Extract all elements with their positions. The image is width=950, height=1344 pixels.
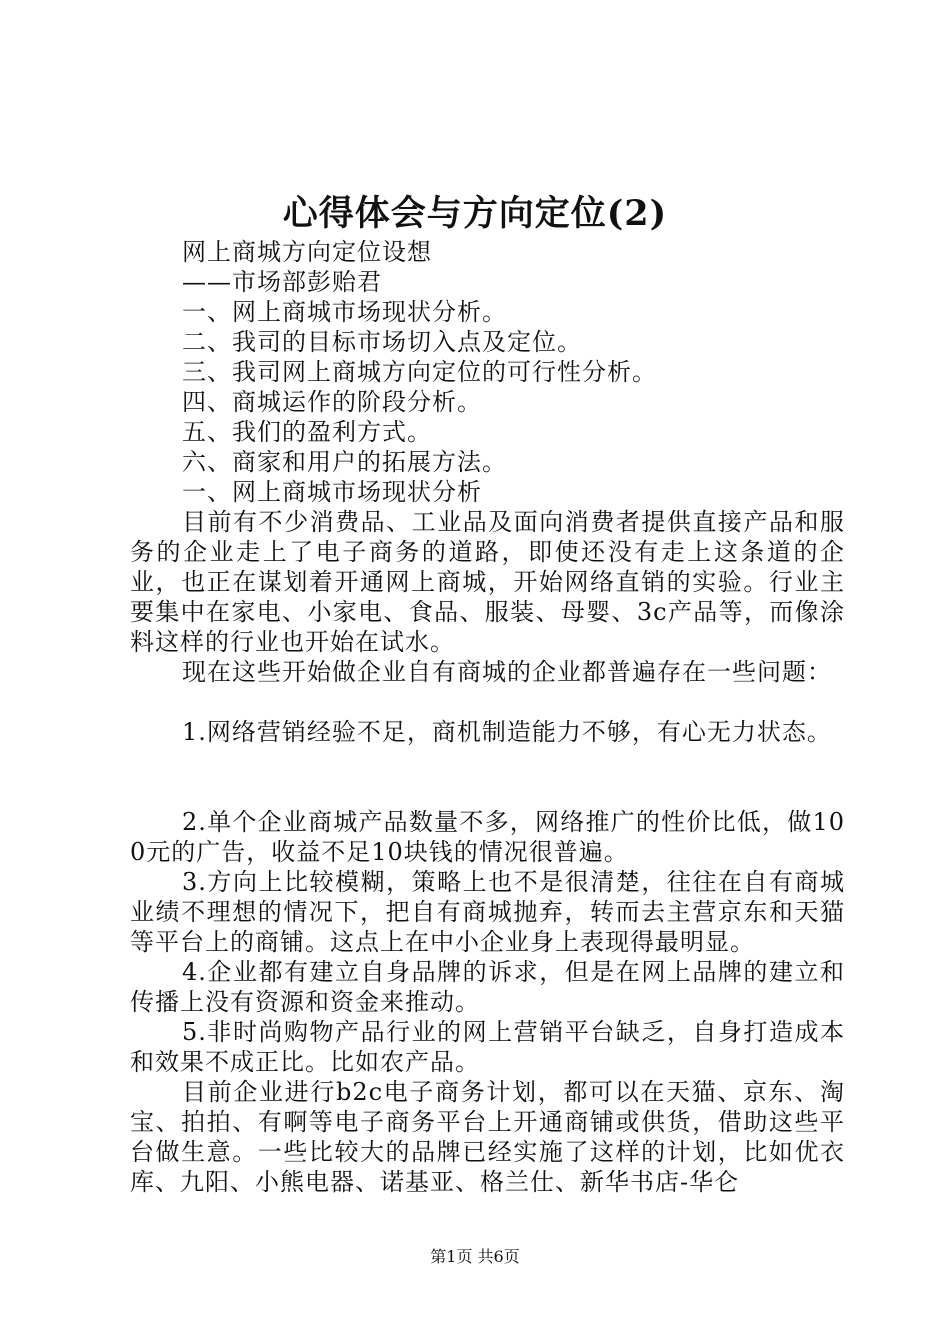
section-heading: 一、网上商城市场现状分析 bbox=[182, 478, 482, 506]
list-item: 3.方向上比较模糊，策略上也不是很清楚，往往在自有商城业绩不理想的情况下，把自有商城抛弃，转而去主营京东和天猫等平台上的商铺。这点上在中小企业身上表现得最明显。 bbox=[130, 868, 845, 956]
list-item: 1.网络营销经验不足，商机制造能力不够，有心无力状态。 bbox=[182, 718, 832, 746]
document-title: 心得体会与方向定位(2) bbox=[282, 193, 668, 234]
document-body bbox=[130, 237, 845, 1197]
body-paragraph: 目前有不少消费品、工业品及面向消费者提供直接产品和服务的企业走上了电子商务的道路，即使还没有走上这条道的企业，也正在谋划着开通网上商城，开始网络直销的实验。行业主要集中在家电、小家电、食品、服装、母婴、3c产品等，而像涂料这样的行业也开始在试水。 bbox=[130, 508, 845, 656]
page-footer: 第1页 共6页 bbox=[430, 1247, 520, 1266]
outline-line: 四、商城运作的阶段分析。 bbox=[182, 388, 482, 416]
outline-line: 三、我司网上商城方向定位的可行性分析。 bbox=[182, 358, 657, 386]
list-item: 4.企业都有建立自身品牌的诉求，但是在网上品牌的建立和传播上没有资源和资金来推动。 bbox=[130, 958, 845, 1016]
list-item: 5.非时尚购物产品行业的网上营销平台缺乏，自身打造成本和效果不成正比。比如农产品。 bbox=[130, 1018, 845, 1076]
spacer bbox=[130, 777, 845, 807]
spacer bbox=[130, 687, 845, 717]
outline-line: ——市场部彭贻君 bbox=[182, 268, 382, 296]
body-paragraph: 现在这些开始做企业自有商城的企业都普遍存在一些问题： bbox=[182, 658, 832, 686]
outline-line: 网上商城方向定位设想 bbox=[182, 238, 432, 266]
body-paragraph: 目前企业进行b2c电子商务计划，都可以在天猫、京东、淘宝、拍拍、有啊等电子商务平台上开通商铺或供货，借助这些平台做生意。一些比较大的品牌已经实施了这样的计划，比如优衣库、九阳、小熊电器、诺基亚、格兰仕、新华书店-华仑 bbox=[130, 1078, 845, 1196]
outline-line: 二、我司的目标市场切入点及定位。 bbox=[182, 328, 582, 356]
outline-line: 五、我们的盈利方式。 bbox=[182, 418, 432, 446]
outline-line: 一、网上商城市场现状分析。 bbox=[182, 298, 507, 326]
outline-line: 六、商家和用户的拓展方法。 bbox=[182, 448, 507, 476]
list-item: 2.单个企业商城产品数量不多，网络推广的性价比低，做100元的广告，收益不足10块钱的情况很普遍。 bbox=[130, 808, 845, 866]
spacer bbox=[130, 747, 845, 777]
